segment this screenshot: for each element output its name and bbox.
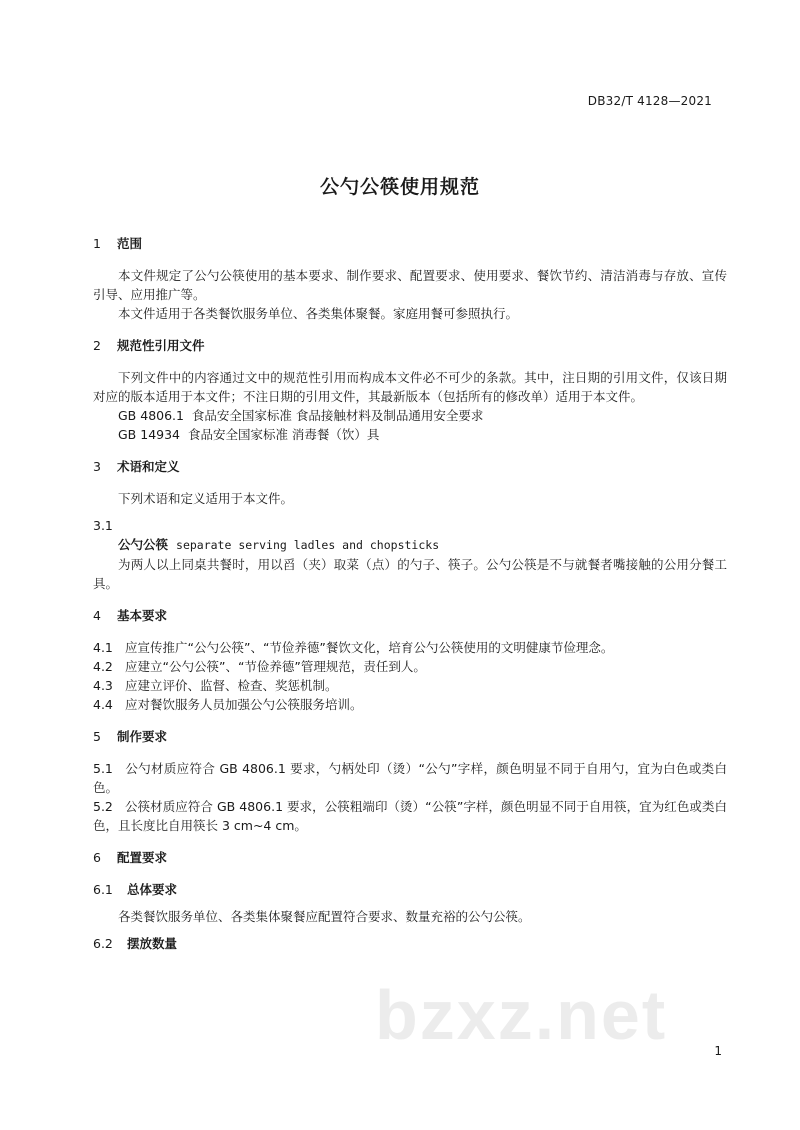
clause-item [93,638,727,657]
clause-number: 5.1 [93,761,113,776]
section-5-heading [93,727,727,746]
paragraph: 本文件规定了公勺公筷使用的基本要求、制作要求、配置要求、使用要求、餐饮节约、清洁消毒与存放、宣传引导、应用推广等。 [93,268,727,302]
clause-item [93,759,727,797]
paragraph: 下列术语和定义适用于本文件。 [118,491,294,506]
section-number: 6 [93,850,101,865]
paragraph: 下列文件中的内容通过文中的规范性引用而构成本文件必不可少的条款。其中，注日期的引用文件，仅该日期对应的版本适用于本文件；不注日期的引用文件，其最新版本（包括所有的修改单）适用于本文件。 [93,370,727,404]
subsection-title: 摆放数量 [127,936,178,951]
reference-item: GB 14934 食品安全国家标准 消毒餐（饮）具 [118,427,380,442]
section-number: 4 [93,608,101,623]
section-title: 配置要求 [117,850,168,865]
clause-number: 4.1 [93,640,113,655]
section-1-heading [93,234,727,253]
subsection-number: 6.1 [93,882,113,897]
section-title: 基本要求 [117,608,168,623]
clause-number: 4.3 [93,678,113,693]
clause-text: 应对餐饮服务人员加强公勺公筷服务培训。 [125,697,363,712]
clause-number: 4.4 [93,697,113,712]
section-title: 规范性引用文件 [117,338,205,353]
section-number: 5 [93,729,101,744]
clause-item [93,657,727,676]
subsection-6-2-heading [93,934,727,953]
document-title: 公勺公筷使用规范 [319,176,480,198]
section-number: 2 [93,338,101,353]
clause-number: 4.2 [93,659,113,674]
term-entry [93,535,727,555]
section-6-heading [93,848,727,867]
clause-text: 应建立“公勺公筷”、“节俭养德”管理规范，责任到人。 [125,659,426,674]
clause-number: 5.2 [93,799,113,814]
section-number: 1 [93,236,101,251]
section-title: 制作要求 [117,729,168,744]
clause-item [93,676,727,695]
reference-item: GB 4806.1 食品安全国家标准 食品接触材料及制品通用安全要求 [118,408,484,423]
clause-text: 公筷材质应符合 GB 4806.1 要求，公筷粗端印（烫）“公筷”字样，颜色明显不同于自用筷，宜为红色或类白色，且长度比自用筷长 3 cm~4 cm。 [93,799,727,833]
subsection-6-1-heading [93,880,727,899]
subsection-number: 6.2 [93,936,113,951]
term-chinese: 公勺公筷 [118,537,169,552]
clause-item [93,797,727,835]
section-title: 术语和定义 [117,459,180,474]
paragraph: 本文件适用于各类餐饮服务单位、各类集体聚餐。家庭用餐可参照执行。 [118,306,519,321]
watermark: bzxz.net [375,976,668,1054]
document-body [93,234,727,953]
subsection-title: 总体要求 [127,882,178,897]
paragraph: 各类餐饮服务单位、各类集体聚餐应配置符合要求、数量充裕的公勺公筷。 [118,909,531,924]
term-english: separate serving ladles and chopsticks [176,538,440,552]
section-title: 范围 [117,236,143,251]
standard-code: DB32/T 4128—2021 [587,94,712,108]
clause-item [93,695,727,714]
section-number: 3 [93,459,101,474]
clause-text: 公勺材质应符合 GB 4806.1 要求，勺柄处印（烫）“公勺”字样，颜色明显不同于自用勺，宜为白色或类白色。 [93,761,727,795]
section-3-heading [93,457,727,476]
term-number: 3.1 [93,518,113,533]
section-4-heading [93,606,727,625]
clause-text: 应建立评价、监督、检查、奖惩机制。 [125,678,338,693]
term-definition: 为两人以上同桌共餐时，用以舀（夹）取菜（点）的勺子、筷子。公勺公筷是不与就餐者嘴接触的公用分餐工具。 [93,557,727,591]
clause-text: 应宣传推广“公勺公筷”、“节俭养德”餐饮文化，培育公勺公筷使用的文明健康节俭理念。 [125,640,614,655]
section-2-heading [93,336,727,355]
page-number: 1 [714,1044,722,1058]
